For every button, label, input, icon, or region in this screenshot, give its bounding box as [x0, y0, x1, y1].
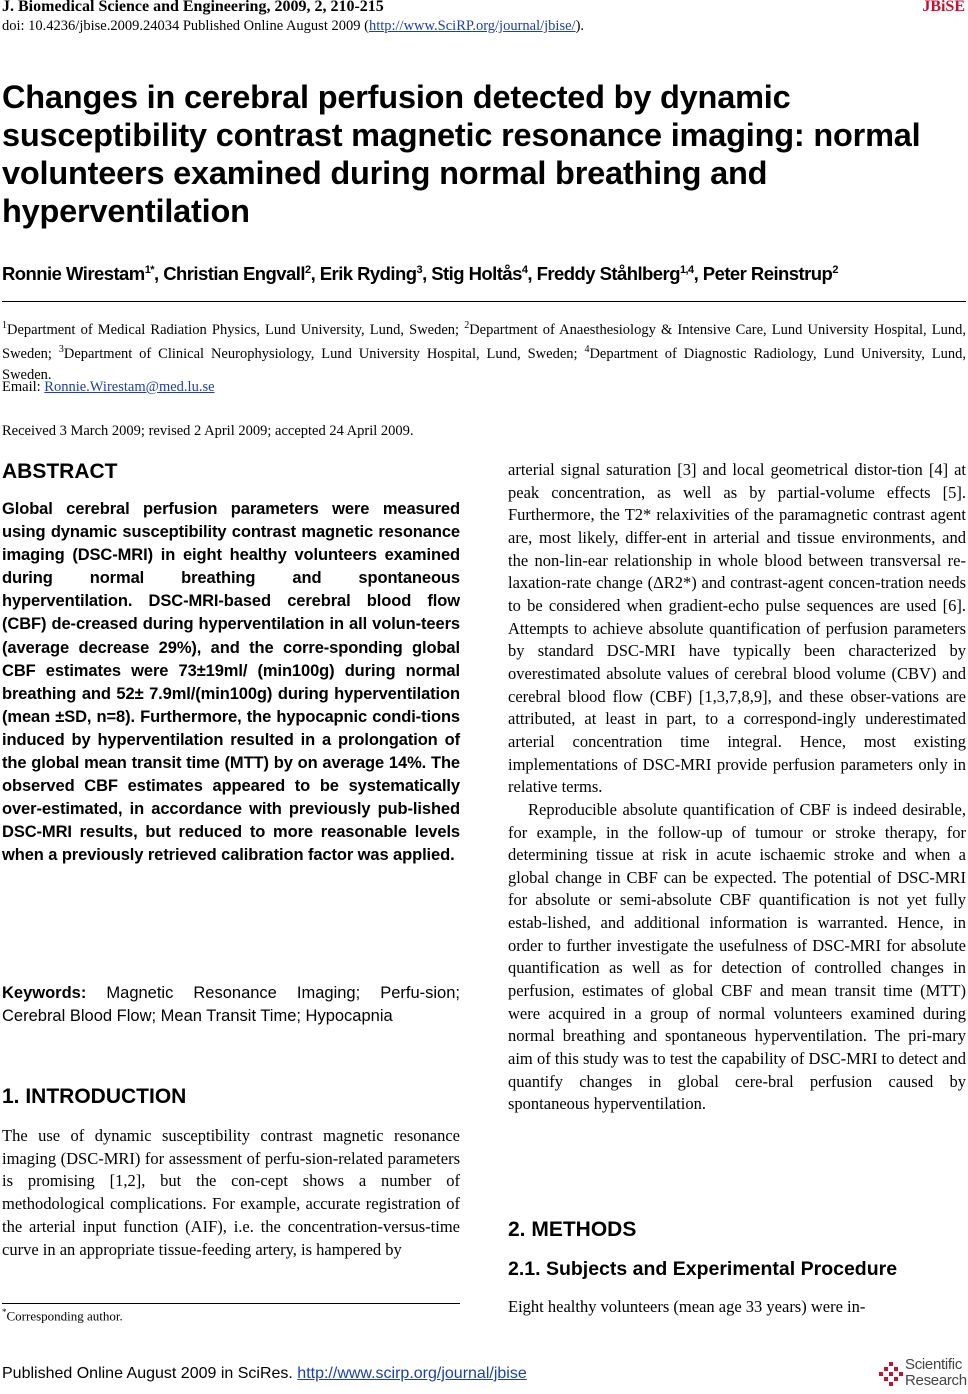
introduction-heading: 1. INTRODUCTION [2, 1085, 187, 1108]
doi-prefix: doi: 10.4236/jbise.2009.24034 Published Online August 2009 ( [2, 18, 369, 34]
footer [2, 1365, 527, 1383]
author-affiliation-mark: 1* [144, 263, 155, 276]
doi-line [2, 18, 584, 35]
author-name: Erik Ryding [319, 263, 417, 284]
abstract-text: Global cerebral perfusion parameters were measured using dynamic susceptibility contrast magnetic resonance imaging (DSC-MRI) in eight healthy volunteers examined during normal breathing and spontaneous hyperventilation. DSC-MRI-based cerebral blood flow (CBF) de-creased during hyperventilation in all volun-teers (average decrease 29%), and the corre-sponding global CBF estimates were 73±19ml/ (min100g) during normal breathing and 52± 7.9ml/(min100g) during hyperventilation (mean ±SD, n=8). Furthermore, the hypocapnic condi-tions induced by hyperventilation resulted in a prolongation of the global mean transit time (MTT) by on average 14%. The observed CBF estimates appeared to be systematically over-estimated, in accordance with previously pub-lished DSC-MRI results, but reduced to more reasonable levels when a previously retrieved calibration factor was applied. [2, 500, 460, 865]
paper-title: Changes in cerebral perfusion detected by dynamic susceptibility contrast magnetic resonance imaging: normal volunteers examined during normal breathing and hyperventilation [2, 79, 921, 229]
author-name: Ronnie Wirestam [2, 263, 145, 284]
received-dates: Received 3 March 2009; revised 2 April 2009; accepted 24 April 2009. [2, 423, 414, 439]
affiliation-mark: 4 [584, 344, 590, 356]
introduction-text: The use of dynamic susceptibility contrast magnetic resonance imaging (DSC-MRI) for assessment of perfu-sion-related parameters is promising [1,2], but the con-cept shows a number of methodological complications. For example, accurate registration of the arterial input function (AIF), i.e. the concentration-versus-time curve in an appropriate tissue-feeding artery, is hampered by [2, 1126, 460, 1259]
keywords-text: Magnetic Resonance Imaging; Perfu-sion; Cerebral Blood Flow; Mean Transit Time; Hypocapnia [2, 984, 460, 1025]
affiliation-mark: 1 [2, 320, 7, 331]
author-affiliation-mark: 4 [521, 263, 528, 276]
affiliation-mark: 2 [464, 320, 470, 331]
subsection-heading: 2.1. Subjects and Experimental Procedure [508, 1258, 898, 1280]
logo-wordmark [905, 1357, 967, 1389]
author-list: Ronnie Wirestam$^{1*}$, Christian Engvall$^2$, Erik Ryding$^3$, Stig Holtås$^4$, Freddy Ståhlberg$^{1,4}$, Peter Reinstrup$^2$ [2, 263, 838, 284]
email-label: Email: [2, 379, 45, 395]
journal-url-link[interactable]: http://www.SciRP.org/journal/jbise/ [368, 18, 576, 34]
affiliation-mark: 3 [58, 344, 64, 356]
author-affiliation-mark: 1,4 [679, 263, 694, 276]
footnote-text: Corresponding author. [6, 1308, 123, 1324]
methods-text: Eight healthy volunteers (mean age 33 years) were in- [508, 1297, 866, 1316]
author-name: Stig Holtås [431, 263, 522, 284]
author-name: Freddy Ståhlberg [536, 263, 680, 284]
title-divider [2, 301, 966, 302]
footnote-divider [2, 1303, 460, 1304]
right-column [508, 459, 966, 1116]
affiliations [2, 316, 966, 385]
scientific-research-logo-icon [878, 1361, 904, 1389]
methods-heading: 2. METHODS [508, 1218, 637, 1241]
author-affiliation-mark: 3 [416, 263, 423, 276]
doi-suffix: ). [575, 18, 585, 34]
author-affiliation-mark: 2 [832, 263, 838, 276]
scientific-research-logo [878, 1357, 968, 1393]
author-name: Peter Reinstrup [702, 263, 833, 284]
footnote [2, 1307, 123, 1324]
journal-abbreviation: JBiSE [922, 0, 965, 15]
keywords [2, 982, 460, 1028]
affiliation-text: Department of Diagnostic Radiology, Lund University, Lund, Sweden. [2, 346, 966, 383]
logo-line-2: Research [905, 1372, 967, 1389]
email-link[interactable]: Ronnie.Wirestam@med.lu.se [44, 379, 215, 395]
introduction-paragraph-continued: arterial signal saturation [3] and local geometrical distor-tion [4] at peak concentration, as well as by partial-volume effects [5]. Furthermore, the T2* relaxivities of the paramagnetic contrast agent are, most likely, differ-ent in arterial and tissue environments, and the non-lin-ear relationship in whole blood between transversal re-laxation-rate change (ΔR2*) and contrast-agent concen-tration needs to be considered when gradient-echo pulse sequences are used [6]. Attempts to achieve absolute quantification of perfusion parameters by standard DSC-MRI have typically been characterized by overestimated absolute values of cerebral blood volume (CBV) and cerebral blood flow (CBF) [1,3,7,8,9], and these obser-vations are attributed, at least in part, to a correspond-ingly underestimated arterial concentration time integral. Hence, most existing implementations of DSC-MRI provide perfusion parameters only in relative terms. [508, 460, 966, 797]
keywords-label: Keywords: [2, 984, 87, 1002]
journal-citation: J. Biomedical Science and Engineering, 2009, 2, 210-215 [2, 0, 384, 15]
logo-line-1: Scientific [905, 1356, 963, 1373]
affiliation-text: Department of Clinical Neurophysiology, Lund University Hospital, Lund, Sweden; [63, 346, 585, 363]
introduction-paragraph: Reproducible absolute quantification of CBF is indeed desirable, for example, in the follow-up of tumour or stroke therapy, for determining tissue at risk in acute ischaemic stroke and when a global change in CBF can be expected. The potential of DSC-MRI for absolute or semi-absolute CBF quantification is not yet fully estab-lished, and additional information is warranted. Hence, in order to further investigate the usefulness of DSC-MRI for absolute quantification as well as for detection of controlled changes in perfusion, estimates of global CBF and mean transit time (MTT) were acquired in a group of normal volunteers examined during normal breathing and spontaneous hyperventilation. The pri-mary aim of this study was to test the capability of DSC-MRI to detect and quantify changes in global cere-bral perfusion caused by spontaneous hyperventilation. [508, 799, 966, 1114]
affiliation-text: Department of Anaesthesiology & Intensive Care, Lund University Hospital, Lund, Sweden; [2, 321, 966, 363]
email-line [2, 379, 215, 396]
footnote-mark: * [2, 1307, 7, 1317]
author-affiliation-mark: 2 [304, 263, 311, 276]
footer-text: Published Online August 2009 in SciRes. [2, 1365, 298, 1382]
footer-link[interactable]: http://www.scirp.org/journal/jbise [297, 1365, 527, 1382]
author-name: Christian Engvall [163, 263, 305, 284]
abstract-heading: ABSTRACT [2, 460, 118, 483]
affiliation-text: Department of Medical Radiation Physics, Lund University, Lund, Sweden; [7, 321, 465, 338]
